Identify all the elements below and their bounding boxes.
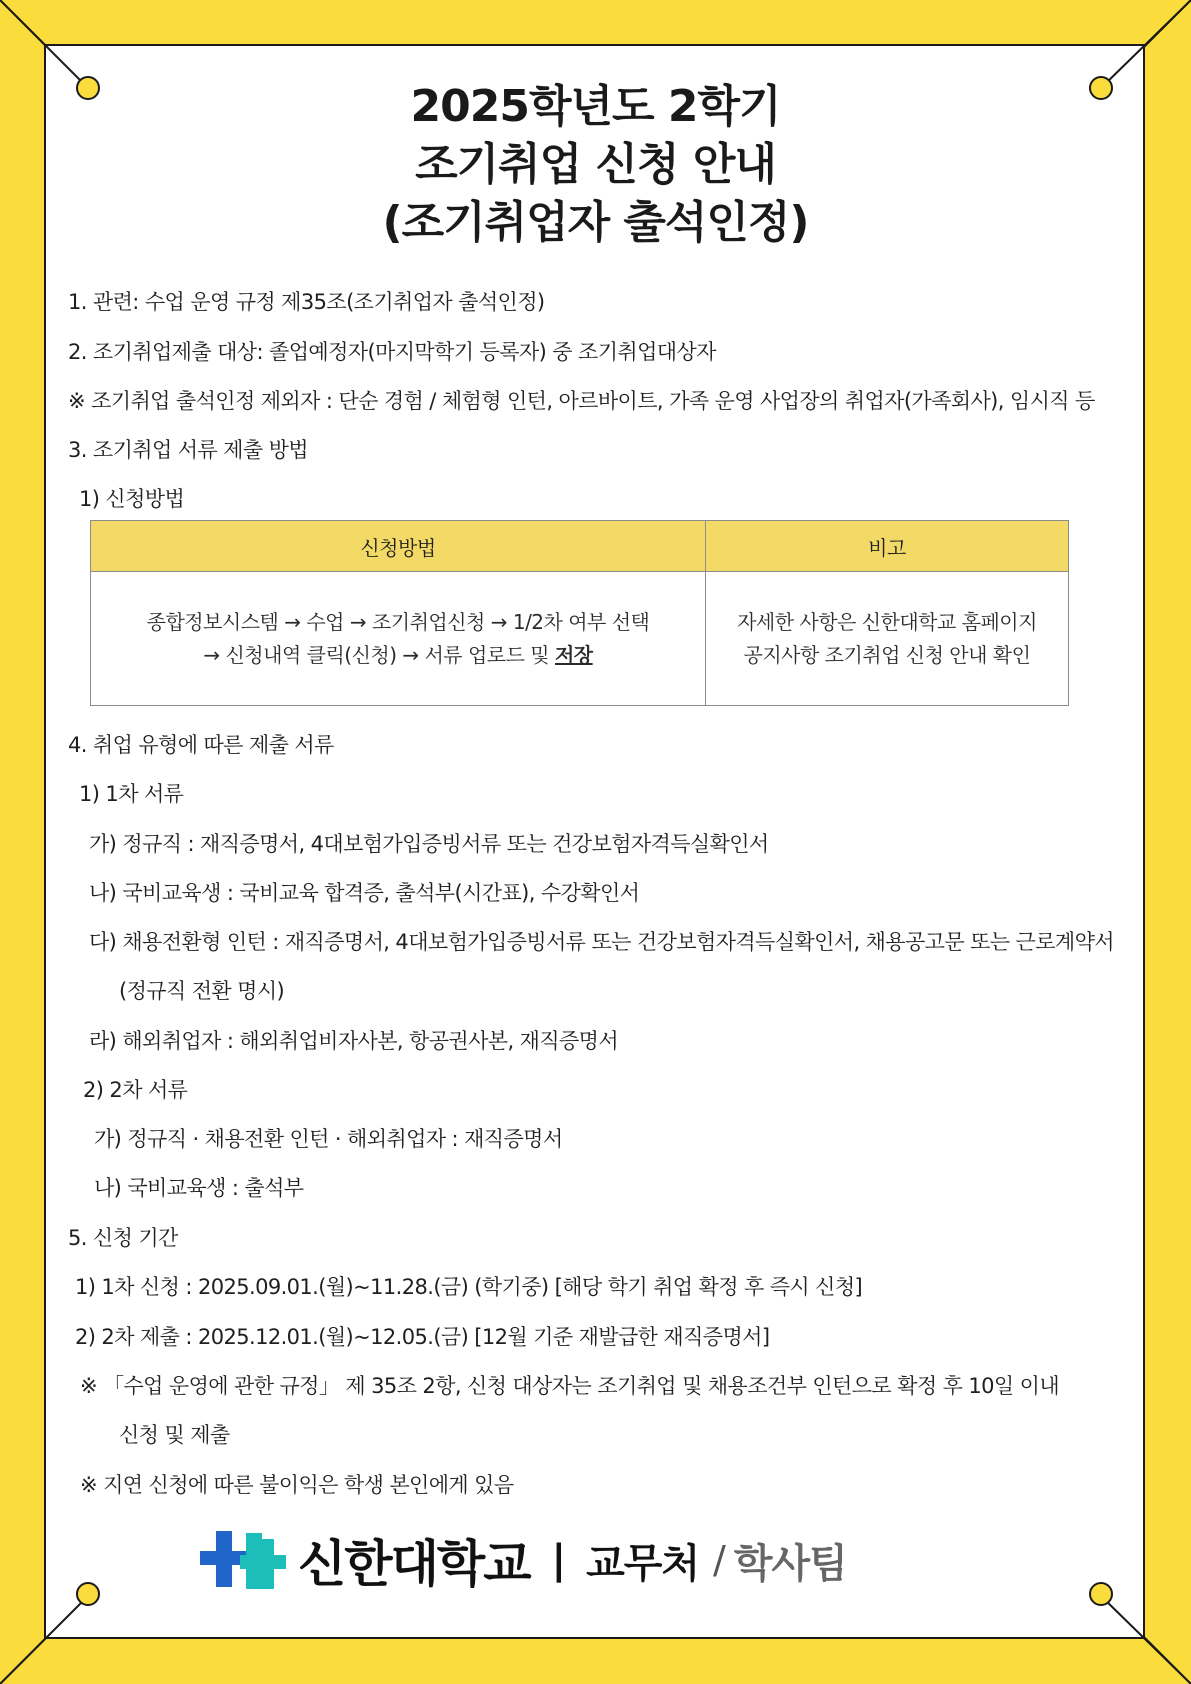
item-5-application-period: 5. 신청 기간: [68, 1226, 178, 1250]
item-2-eligibility: 2. 조기취업제출 대상: 졸업예정자(마지막학기 등록자) 중 조기취업대상자: [68, 340, 716, 364]
method-step-line-2: [92, 639, 704, 672]
footer-separator: |: [551, 1537, 567, 1583]
footer-signature: [200, 1526, 847, 1594]
first-doc-trainee: 나) 국비교육생 : 국비교육 합격증, 출석부(시간표), 수강확인서: [89, 881, 640, 905]
item-3-submission-method: 3. 조기취업 서류 제출 방법: [68, 438, 308, 462]
first-doc-intern-note: (정규직 전환 명시): [119, 979, 285, 1003]
table-header-note: 비고: [706, 521, 1069, 572]
method-step-text: → 신청내역 클릭(신청) → 서류 업로드 및: [203, 642, 555, 667]
application-method-table: [90, 520, 1069, 706]
university-name: 신한대학교: [298, 1535, 530, 1593]
late-application-note: ※ 지연 신청에 따른 불이익은 학생 본인에게 있음: [80, 1473, 514, 1497]
note-line-2: 공지사항 조기취업 신청 안내 확인: [743, 642, 1031, 667]
title-line-3: (조기취업자 출석인정): [382, 197, 809, 248]
department-name: 교무처: [586, 1540, 700, 1587]
second-doc-employed: 가) 정규직 · 채용전환 인턴 · 해외취업자 : 재직증명서: [94, 1127, 563, 1151]
method-step-line-1: 종합정보시스템 → 수업 → 조기취업신청 → 1/2차 여부 선택: [146, 609, 650, 634]
first-doc-intern: 다) 채용전환형 인턴 : 재직증명서, 4대보험가입증빙서류 또는 건강보험자격득실확인서, 채용공고문 또는 근로계약서: [89, 930, 1114, 954]
subitem-application-method: 1) 신청방법: [79, 487, 185, 511]
team-name: 학사팀: [733, 1540, 847, 1587]
regulation-note: ※ 「수업 운영에 관한 규정」 제 35조 2항, 신청 대상자는 조기취업 및 채용조건부 인턴으로 확정 후 10일 이내: [80, 1374, 1060, 1398]
footer-slash: /: [713, 1538, 726, 1582]
pin-bottom-right: [1090, 1583, 1112, 1605]
item-1-related-rule: 1. 관련: 수업 운영 규정 제35조(조기취업자 출석인정): [68, 290, 545, 314]
note-line-1: 자세한 사항은 신한대학교 홈페이지: [737, 609, 1037, 634]
period-second-submission: 2) 2차 제출 : 2025.12.01.(월)~12.05.(금) [12월 기준 재발급한 재직증명서]: [75, 1325, 770, 1349]
regulation-note-continued: 신청 및 제출: [119, 1423, 230, 1447]
item-4-required-documents: 4. 취업 유형에 따른 제출 서류: [68, 733, 334, 757]
table-header-method: 신청방법: [91, 521, 706, 572]
title-line-1: 2025학년도 2학기: [410, 81, 781, 132]
period-first-application: 1) 1차 신청 : 2025.09.01.(월)~11.28.(금) (학기중) [해당 학기 취업 확정 후 즉시 신청]: [75, 1275, 863, 1299]
excluded-note: ※ 조기취업 출석인정 제외자 : 단순 경험 / 체험형 인턴, 아르바이트, 가족 운영 사업장의 취업자(가족회사), 임시직 등: [68, 389, 1095, 413]
title-line-2: 조기취업 신청 안내: [415, 139, 776, 190]
second-documents-heading: 2) 2차 서류: [83, 1078, 188, 1102]
pin-bottom-left: [77, 1583, 99, 1605]
first-documents-heading: 1) 1차 서류: [79, 782, 184, 806]
method-save-emphasis: 저장: [554, 642, 593, 667]
shinhan-university-logo-icon: [200, 1529, 286, 1591]
notice-title: [0, 78, 1191, 252]
first-doc-regular: 가) 정규직 : 재직증명서, 4대보험가입증빙서류 또는 건강보험자격득실확인서: [89, 832, 769, 856]
table-cell-note: [706, 572, 1069, 706]
first-doc-overseas: 라) 해외취업자 : 해외취업비자사본, 항공권사본, 재직증명서: [89, 1029, 619, 1053]
second-doc-trainee: 나) 국비교육생 : 출석부: [94, 1176, 304, 1200]
table-cell-method: [91, 572, 706, 706]
